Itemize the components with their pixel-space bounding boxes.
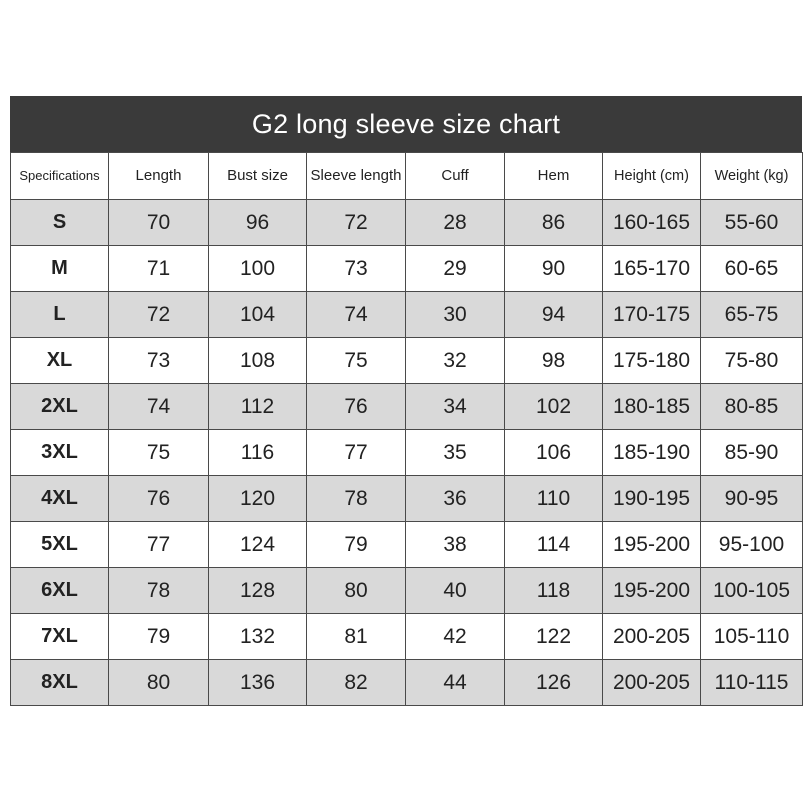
header-specifications: Specifications <box>11 153 109 200</box>
cuff-cell: 29 <box>406 246 505 292</box>
hem-cell: 118 <box>505 568 603 614</box>
bust-cell: 116 <box>209 430 307 476</box>
cuff-cell: 28 <box>406 200 505 246</box>
header-sleeve-length: Sleeve length <box>307 153 406 200</box>
size-cell: 5XL <box>11 522 109 568</box>
table-row <box>11 246 803 292</box>
bust-cell: 132 <box>209 614 307 660</box>
hem-cell: 90 <box>505 246 603 292</box>
cuff-cell: 34 <box>406 384 505 430</box>
length-cell: 79 <box>109 614 209 660</box>
sleeve-cell: 75 <box>307 338 406 384</box>
weight-cell: 75-80 <box>701 338 803 384</box>
height-cell: 160-165 <box>603 200 701 246</box>
sleeve-cell: 81 <box>307 614 406 660</box>
size-cell: M <box>11 246 109 292</box>
height-cell: 200-205 <box>603 614 701 660</box>
size-cell: 6XL <box>11 568 109 614</box>
length-cell: 76 <box>109 476 209 522</box>
sleeve-cell: 74 <box>307 292 406 338</box>
length-cell: 71 <box>109 246 209 292</box>
sleeve-cell: 79 <box>307 522 406 568</box>
bust-cell: 128 <box>209 568 307 614</box>
size-cell: 3XL <box>11 430 109 476</box>
height-cell: 165-170 <box>603 246 701 292</box>
bust-cell: 100 <box>209 246 307 292</box>
bust-cell: 108 <box>209 338 307 384</box>
sleeve-cell: 80 <box>307 568 406 614</box>
bust-cell: 124 <box>209 522 307 568</box>
size-cell: XL <box>11 338 109 384</box>
height-cell: 190-195 <box>603 476 701 522</box>
header-height: Height (cm) <box>603 153 701 200</box>
height-cell: 180-185 <box>603 384 701 430</box>
size-cell: S <box>11 200 109 246</box>
height-cell: 200-205 <box>603 660 701 706</box>
hem-cell: 94 <box>505 292 603 338</box>
sleeve-cell: 82 <box>307 660 406 706</box>
header-weight: Weight (kg) <box>701 153 803 200</box>
size-table <box>10 152 803 706</box>
weight-cell: 80-85 <box>701 384 803 430</box>
table-row <box>11 292 803 338</box>
length-cell: 70 <box>109 200 209 246</box>
length-cell: 74 <box>109 384 209 430</box>
bust-cell: 96 <box>209 200 307 246</box>
table-row <box>11 384 803 430</box>
table-row <box>11 476 803 522</box>
hem-cell: 98 <box>505 338 603 384</box>
height-cell: 170-175 <box>603 292 701 338</box>
weight-cell: 85-90 <box>701 430 803 476</box>
cuff-cell: 30 <box>406 292 505 338</box>
hem-cell: 86 <box>505 200 603 246</box>
hem-cell: 110 <box>505 476 603 522</box>
hem-cell: 114 <box>505 522 603 568</box>
header-length: Length <box>109 153 209 200</box>
weight-cell: 100-105 <box>701 568 803 614</box>
cuff-cell: 42 <box>406 614 505 660</box>
table-row <box>11 338 803 384</box>
hem-cell: 102 <box>505 384 603 430</box>
bust-cell: 120 <box>209 476 307 522</box>
size-chart <box>10 96 802 706</box>
cuff-cell: 44 <box>406 660 505 706</box>
length-cell: 78 <box>109 568 209 614</box>
length-cell: 73 <box>109 338 209 384</box>
header-row <box>11 153 803 200</box>
weight-cell: 60-65 <box>701 246 803 292</box>
weight-cell: 110-115 <box>701 660 803 706</box>
height-cell: 195-200 <box>603 568 701 614</box>
size-cell: L <box>11 292 109 338</box>
cuff-cell: 32 <box>406 338 505 384</box>
chart-title: G2 long sleeve size chart <box>10 96 802 152</box>
bust-cell: 136 <box>209 660 307 706</box>
size-cell: 2XL <box>11 384 109 430</box>
table-row <box>11 430 803 476</box>
bust-cell: 104 <box>209 292 307 338</box>
sleeve-cell: 77 <box>307 430 406 476</box>
weight-cell: 90-95 <box>701 476 803 522</box>
weight-cell: 95-100 <box>701 522 803 568</box>
size-cell: 8XL <box>11 660 109 706</box>
height-cell: 195-200 <box>603 522 701 568</box>
weight-cell: 105-110 <box>701 614 803 660</box>
length-cell: 72 <box>109 292 209 338</box>
length-cell: 77 <box>109 522 209 568</box>
length-cell: 75 <box>109 430 209 476</box>
height-cell: 185-190 <box>603 430 701 476</box>
hem-cell: 122 <box>505 614 603 660</box>
sleeve-cell: 72 <box>307 200 406 246</box>
size-cell: 7XL <box>11 614 109 660</box>
bust-cell: 112 <box>209 384 307 430</box>
weight-cell: 55-60 <box>701 200 803 246</box>
hem-cell: 126 <box>505 660 603 706</box>
header-cuff: Cuff <box>406 153 505 200</box>
cuff-cell: 40 <box>406 568 505 614</box>
table-row <box>11 614 803 660</box>
header-bust-size: Bust size <box>209 153 307 200</box>
sleeve-cell: 78 <box>307 476 406 522</box>
length-cell: 80 <box>109 660 209 706</box>
hem-cell: 106 <box>505 430 603 476</box>
cuff-cell: 35 <box>406 430 505 476</box>
table-body <box>11 200 803 706</box>
table-row <box>11 568 803 614</box>
height-cell: 175-180 <box>603 338 701 384</box>
table-row <box>11 522 803 568</box>
weight-cell: 65-75 <box>701 292 803 338</box>
cuff-cell: 38 <box>406 522 505 568</box>
header-hem: Hem <box>505 153 603 200</box>
size-cell: 4XL <box>11 476 109 522</box>
table-row <box>11 660 803 706</box>
sleeve-cell: 73 <box>307 246 406 292</box>
cuff-cell: 36 <box>406 476 505 522</box>
table-row <box>11 200 803 246</box>
sleeve-cell: 76 <box>307 384 406 430</box>
